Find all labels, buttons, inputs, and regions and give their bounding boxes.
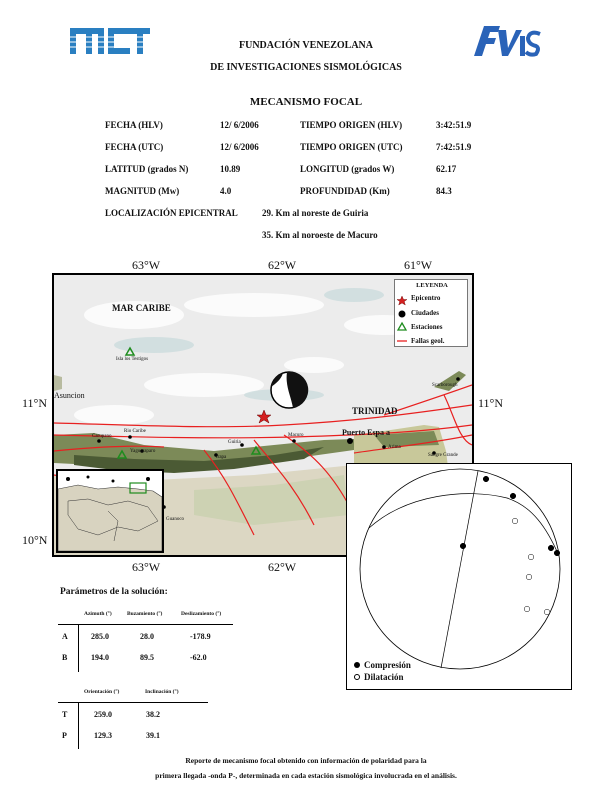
plane-a-azimuth: 285.0 (91, 632, 109, 641)
fecha-utc-label: FECHA (UTC) (105, 142, 164, 152)
planes-header-deslizamiento: Deslizamiento (°) (181, 611, 222, 617)
map-legend (394, 279, 468, 347)
longitud-value: 62.17 (436, 164, 457, 174)
fecha-hlv-label: FECHA (HLV) (105, 120, 163, 130)
fault-line (354, 435, 472, 453)
axes-table-hline (58, 702, 208, 703)
fecha-hlv-value: 12/ 6/2006 (220, 120, 259, 130)
place-macuro: Macuro (288, 433, 304, 438)
dilatation-point (528, 554, 534, 560)
tiempo-hlv-value: 3:42:51.9 (436, 120, 472, 130)
footer-line1: Reporte de mecanismo focal obtenido con información de polaridad para la (185, 756, 427, 765)
city-marker (128, 435, 132, 439)
dilatation-point (544, 609, 550, 615)
axis-t-id: T (62, 710, 68, 719)
sea-label: MAR CARIBE (112, 303, 171, 313)
place-rio-caribe: Rio Caribe (124, 429, 146, 434)
axis-p-id: P (62, 731, 67, 740)
tick-bottom-62w: 62°W (268, 560, 297, 574)
compression-point (483, 476, 489, 482)
trinidad-label: TRINIDAD (352, 406, 398, 416)
localizacion-label: LOCALIZACIÓN EPICENTRAL (105, 208, 238, 218)
plane-b-azimuth: 194.0 (91, 653, 109, 662)
axis-p-inclinacion: 39.1 (146, 731, 160, 740)
place-isla-testigos: Isla los Testigos (116, 357, 149, 362)
compression-point (548, 545, 554, 551)
place-asuncion: Asuncion (54, 391, 85, 400)
plane-b-id: B (62, 653, 68, 662)
compresion-label: Compresión (364, 660, 411, 670)
tick-left-10n: 10°N (22, 533, 48, 547)
station-marker (126, 348, 134, 355)
compresion-legend (354, 660, 411, 670)
legend-fallas: Fallas geol. (411, 337, 445, 345)
legend-ciudades: Ciudades (411, 309, 440, 317)
axis-p-orientacion: 129.3 (94, 731, 112, 740)
beachball (271, 372, 308, 408)
axis-t-orientacion: 259.0 (94, 710, 112, 719)
city-marker (97, 439, 101, 443)
fault-line (254, 440, 314, 525)
params-title: Parámetros de la solución: (60, 587, 168, 597)
fault-line (204, 450, 254, 535)
fecha-utc-value: 12/ 6/2006 (220, 142, 259, 152)
latitud-label: LATITUD (grados N) (105, 164, 189, 174)
org-line1: FUNDACIÓN VENEZOLANA (239, 40, 373, 51)
legend-estaciones: Estaciones (411, 323, 443, 331)
dilatation-point (512, 518, 518, 524)
plane-a-buzamiento: 28.0 (140, 632, 154, 641)
magnitud-label: MAGNITUD (Mw) (105, 186, 180, 196)
plane-b-deslizamiento: -62.0 (190, 653, 207, 662)
station-marker (118, 451, 126, 458)
plane-a-id: A (62, 632, 68, 641)
latitud-value: 10.89 (220, 164, 241, 174)
dilatacion-icon (354, 674, 360, 680)
tick-top-62w: 62°W (268, 258, 297, 272)
planes-header-azimuth: Azimuth (°) (84, 611, 112, 617)
legend-city-icon (399, 311, 406, 318)
axis-t-inclinacion: 38.2 (146, 710, 160, 719)
station-marker (252, 447, 260, 454)
place-guiria: Guiria (228, 440, 241, 445)
tick-top-63w: 63°W (132, 258, 161, 272)
city-marker (456, 377, 460, 381)
tick-left-11n: 11°N (22, 396, 48, 410)
place-carupano: Carupano (92, 434, 112, 439)
city-marker (382, 445, 386, 449)
longitud-label: LONGITUD (grados W) (300, 164, 395, 174)
tiempo-utc-value: 7:42:51.9 (436, 142, 472, 152)
planes-header-buzamiento: Buzamiento (°) (127, 611, 163, 617)
stereonet-circle (360, 469, 560, 669)
place-puerto-espana: Puerto Espa a (342, 428, 390, 437)
planes-table-vline (78, 624, 79, 672)
dilatacion-label: Dilatación (364, 672, 404, 682)
tick-bottom-63w: 63°W (132, 560, 161, 574)
place-sangre-grande: Sangre Grande (428, 453, 458, 458)
axes-header-inclinacion: Inclinación (°) (145, 689, 179, 695)
compression-point (510, 493, 516, 499)
inset-map (56, 469, 164, 553)
place-yaguaraparo: Yaguaraparo (130, 449, 156, 454)
fault-line (284, 435, 354, 515)
profundidad-label: PROFUNDIDAD (Km) (300, 186, 390, 196)
dilatacion-legend (354, 672, 404, 682)
legend-title: LEYENDA (416, 282, 448, 289)
magnitud-value: 4.0 (220, 186, 232, 196)
axes-header-orientacion: Orientación (°) (84, 689, 120, 695)
compresion-icon (354, 662, 360, 668)
planes-table-hline (58, 624, 233, 625)
compression-point (554, 550, 560, 556)
fault-line (54, 425, 472, 438)
profundidad-value: 84.3 (436, 186, 452, 196)
legend-star-icon (397, 296, 407, 305)
legend-station-icon (398, 323, 406, 330)
place-scarborough: Scarborough (432, 383, 458, 388)
tiempo-utc-label: TIEMPO ORIGEN (UTC) (300, 142, 403, 152)
tick-top-61w: 61°W (404, 258, 433, 272)
stereonet-panel (346, 463, 572, 690)
place-irapa: Irapa (216, 455, 227, 460)
plane-a-deslizamiento: -178.9 (190, 632, 211, 641)
compression-point (460, 543, 466, 549)
nodal-plane-b (441, 471, 478, 668)
place-guanoco: Guanoco (166, 517, 185, 522)
report-title: MECANISMO FOCAL (249, 96, 363, 108)
legend-epicentro: Epicentro (411, 294, 441, 302)
tick-right-11n: 11°N (478, 396, 504, 410)
city-marker (292, 439, 296, 443)
tiempo-hlv-label: TIEMPO ORIGEN (HLV) (300, 120, 403, 130)
place-arima: Arima (388, 445, 401, 450)
plane-b-buzamiento: 89.5 (140, 653, 154, 662)
footer-line2: primera llegada -onda P-, determinada en cada estación sismológica involucrada en el análisis. (155, 771, 457, 780)
localizacion-line2: 35. Km al noroeste de Macuro (262, 230, 378, 240)
city-marker (347, 438, 353, 444)
localizacion-line1: 29. Km al noreste de Guiria (262, 208, 369, 218)
axes-table-vline (78, 702, 79, 749)
dilatation-point (524, 606, 530, 612)
org-line2: DE INVESTIGACIONES SISMOLÓGICAS (210, 62, 402, 73)
dilatation-point (526, 574, 532, 580)
epicenter-star (257, 410, 271, 423)
